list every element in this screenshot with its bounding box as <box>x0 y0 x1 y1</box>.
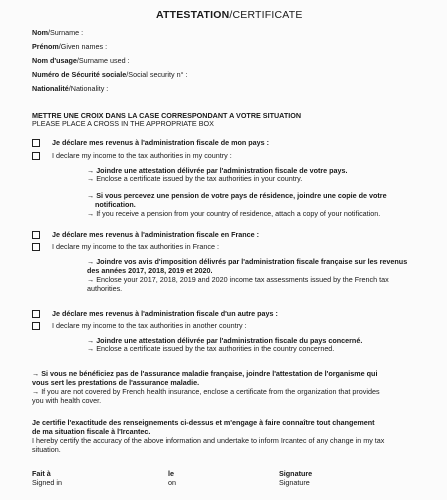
field-label-fr: Nom <box>32 28 48 37</box>
field-label-en: /Surname used : <box>76 56 130 65</box>
pension-fr-2: notification. <box>95 200 136 209</box>
checkbox-other-country-en[interactable] <box>32 322 40 330</box>
certify-en-1: I hereby certify the accuracy of the above information and undertake to inform Ircantec of any change in my tax <box>32 436 385 445</box>
signature-label-fr: Signature <box>279 469 313 478</box>
field-label-fr: Nom d'usage <box>32 56 77 65</box>
checkbox-france[interactable] <box>32 231 40 239</box>
tax-notices-en-2: authorities. <box>87 284 123 293</box>
field-social-security[interactable] <box>32 71 187 79</box>
field-surname[interactable] <box>32 29 83 37</box>
tax-notices-en-1 <box>87 276 389 284</box>
pension-en-text: If you receive a pension from your country of residence, attach a copy of your notification. <box>96 209 381 218</box>
page-title <box>156 9 303 21</box>
arrow-icon: → <box>32 387 40 396</box>
arrow-icon: → <box>87 166 95 175</box>
field-label-fr: Nationalité <box>32 84 69 93</box>
attach-cert-own-en-text: Enclose a certificate issued by the tax authorities in your country. <box>96 174 303 183</box>
attach-cert-other-en <box>87 345 334 353</box>
instruction-fr: METTRE UNE CROIX DANS LA CASE CORRESPONDANT A VOTRE SITUATION <box>32 111 302 120</box>
arrow-icon: → <box>32 369 40 378</box>
arrow-icon: → <box>87 275 95 284</box>
field-surname-used[interactable] <box>32 57 130 65</box>
health-en-1-text: If you are not covered by French health insurance, enclose a certificate from the organization that provides <box>41 387 380 396</box>
checkbox-own-country[interactable] <box>32 139 40 147</box>
option-france-en: I declare my income to the tax authorities in France : <box>52 242 219 251</box>
field-label-en: /Social security n° : <box>126 70 188 79</box>
date-label-fr: le <box>168 469 174 478</box>
option-other-country-fr: Je déclare mes revenus à l'administration fiscale d'un autre pays : <box>52 309 278 318</box>
arrow-icon: → <box>87 174 95 183</box>
attach-cert-other-fr-text: Joindre une attestation délivrée par l'administration fiscale du pays concerné. <box>96 336 363 345</box>
arrow-icon: → <box>87 344 95 353</box>
signature-label-en: Signature <box>279 478 310 487</box>
pension-fr-1-text: Si vous percevez une pension de votre pays de résidence, joindre une copie de votre <box>96 191 387 200</box>
option-own-country-en: I declare my income to the tax authorities in my country : <box>52 151 232 160</box>
field-nationality[interactable] <box>32 85 108 93</box>
health-fr-1-text: Si vous ne bénéficiez pas de l'assurance maladie française, joindre l'attestation de l'organisme qui <box>41 369 378 378</box>
checkbox-other-country[interactable] <box>32 310 40 318</box>
field-label-en: /Surname : <box>47 28 84 37</box>
signed-in-label-en: Signed in <box>32 478 62 487</box>
option-france-fr: Je déclare mes revenus à l'administration fiscale en France : <box>52 230 260 239</box>
title-en: /CERTIFICATE <box>229 9 303 21</box>
health-en-2: you with health cover. <box>32 396 102 405</box>
arrow-icon: → <box>87 336 95 345</box>
field-label-en: /Nationality : <box>68 84 109 93</box>
certify-fr-2: de ma situation fiscale à l'Ircantec. <box>32 427 151 436</box>
arrow-icon: → <box>87 257 95 266</box>
date-label-en: on <box>168 478 176 487</box>
tax-notices-fr-2: des années 2017, 2018, 2019 et 2020. <box>87 266 213 275</box>
option-other-country-en: I declare my income to the tax authorities in another country : <box>52 321 247 330</box>
health-fr-2: vous sert les prestations de l'assurance maladie. <box>32 378 200 387</box>
attach-cert-own-fr-text: Joindre une attestation délivrée par l'administration fiscale de votre pays. <box>96 166 348 175</box>
pension-en <box>87 210 380 218</box>
checkbox-own-country-en[interactable] <box>32 152 40 160</box>
arrow-icon: → <box>87 191 95 200</box>
field-label-fr: Numéro de Sécurité sociale <box>32 70 127 79</box>
instruction-en: PLEASE PLACE A CROSS IN THE APPROPRIATE BOX <box>32 119 214 128</box>
checkbox-france-en[interactable] <box>32 243 40 251</box>
field-label-fr: Prénom <box>32 42 59 51</box>
tax-notices-fr-1-text: Joindre vos avis d'imposition délivrés par l'administration fiscale française sur les revenus <box>96 257 408 266</box>
certify-fr-1: Je certifie l'exactitude des renseignements ci-dessus et m'engage à faire connaître tout changement <box>32 418 375 427</box>
field-given-names[interactable] <box>32 43 107 51</box>
attach-cert-own-en <box>87 175 302 183</box>
signed-in-label-fr: Fait à <box>32 469 51 478</box>
arrow-icon: → <box>87 209 95 218</box>
option-own-country-fr: Je déclare mes revenus à l'administration fiscale de mon pays : <box>52 138 270 147</box>
tax-notices-en-1-text: Enclose your 2017, 2018, 2019 and 2020 income tax assessments issued by the French tax <box>96 275 389 284</box>
attach-cert-other-en-text: Enclose a certificate issued by the tax authorities in the country concerned. <box>96 344 335 353</box>
title-fr: ATTESTATION <box>156 9 230 21</box>
field-label-en: /Given names : <box>58 42 108 51</box>
certify-en-2: situation. <box>32 445 61 454</box>
